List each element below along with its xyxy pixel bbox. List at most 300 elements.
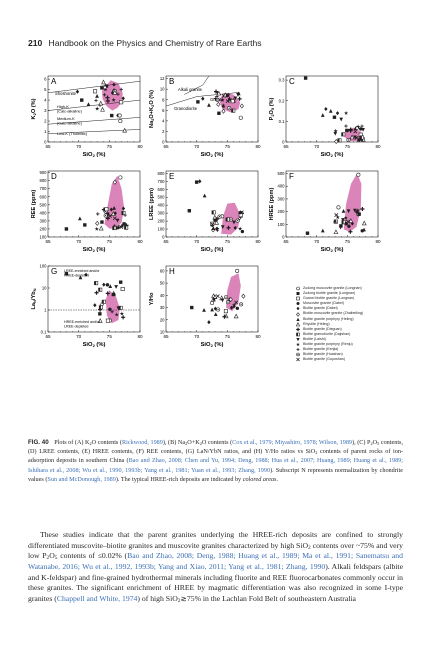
y-tick-label: 2 bbox=[44, 118, 47, 124]
data-point bbox=[362, 221, 366, 225]
y-tick-label: 30 bbox=[159, 305, 165, 311]
text-run: contents, (D) LREE contents, (E) HREE contents, (F) REE contents, (G) LaN/YbN ratios, and (H) Y/Ho ratios vs SiO bbox=[28, 439, 403, 456]
panel-g bbox=[30, 260, 160, 350]
panel-a bbox=[30, 70, 160, 160]
data-point bbox=[221, 299, 225, 303]
x-tick-label: 70 bbox=[194, 334, 200, 339]
x-tick-label: 65 bbox=[163, 334, 169, 339]
data-point bbox=[207, 103, 211, 107]
y-tick-label: 700 bbox=[157, 178, 165, 184]
legend-label: Guanxi biotite granite (Longnan) bbox=[303, 296, 355, 301]
data-point bbox=[195, 180, 198, 183]
plot-annotation: Alkali granite bbox=[178, 87, 202, 92]
x-tick-label: 70 bbox=[194, 144, 200, 149]
text-run: 2 bbox=[315, 450, 318, 456]
legend-label: Biotite granite (Huashan) bbox=[303, 352, 343, 357]
citation[interactable]: Rickwood, 1989 bbox=[121, 439, 163, 446]
y-tick-label: 100 bbox=[277, 221, 285, 227]
data-point bbox=[236, 307, 239, 310]
plot-annotation: LREE-depleted bbox=[64, 324, 89, 329]
data-point bbox=[122, 222, 125, 225]
y-tick-label: 100 bbox=[39, 263, 47, 269]
plot-frame bbox=[286, 76, 378, 142]
y-tick-label: 200 bbox=[39, 226, 47, 232]
y-tick-label: 300 bbox=[277, 196, 285, 202]
y-axis-label: $La_N/Yb_N$ bbox=[31, 288, 38, 310]
plot-annotation: (Calc-alkaline) bbox=[57, 120, 82, 126]
data-point bbox=[304, 76, 307, 79]
x-tick-label: 75 bbox=[224, 239, 230, 244]
text-run: 2 bbox=[199, 441, 202, 446]
plot-annotation: Medium-K bbox=[57, 116, 75, 121]
data-point bbox=[202, 308, 206, 312]
data-point bbox=[110, 114, 113, 117]
data-point bbox=[235, 269, 238, 272]
data-point bbox=[360, 136, 363, 139]
legend-label: Muscovite granite (Dabei) bbox=[303, 301, 344, 306]
x-tick-label: 70 bbox=[76, 334, 82, 339]
data-point bbox=[239, 116, 242, 119]
data-point bbox=[94, 281, 97, 284]
y-tick-label: 500 bbox=[39, 202, 47, 208]
y-tick-label: 5 bbox=[44, 87, 47, 93]
data-point bbox=[83, 223, 86, 226]
panel-letter: H bbox=[169, 267, 175, 276]
data-point bbox=[113, 226, 116, 229]
data-point bbox=[342, 209, 346, 213]
text-run: . bbox=[276, 475, 278, 483]
panel-d bbox=[30, 165, 160, 255]
data-point bbox=[207, 320, 210, 324]
text-run: ) of high SiO bbox=[137, 593, 178, 603]
data-point bbox=[227, 106, 230, 109]
panel-letter: C bbox=[289, 77, 295, 86]
plot-annotation: Shoshonite bbox=[55, 91, 76, 96]
legend-label: Biotite granite porphyry (Heling) bbox=[303, 316, 354, 321]
y-tick-label: 0.1 bbox=[40, 329, 47, 335]
x-tick-label: 70 bbox=[314, 239, 320, 244]
data-point bbox=[334, 230, 338, 234]
y-tick-label: 60 bbox=[159, 268, 165, 274]
legend-label: Zudong biotite granite (Longnan) bbox=[303, 291, 356, 296]
text-run: 5 bbox=[54, 555, 58, 562]
data-point bbox=[224, 309, 227, 312]
y-tick-label: 400 bbox=[277, 183, 285, 189]
data-point bbox=[102, 80, 106, 84]
y-tick-label: 12 bbox=[159, 76, 165, 82]
y-tick-label: 200 bbox=[157, 218, 165, 224]
x-tick-label: 70 bbox=[76, 144, 82, 149]
data-point bbox=[357, 173, 360, 176]
data-point bbox=[242, 294, 245, 298]
panel-letter: B bbox=[169, 77, 175, 86]
data-point bbox=[210, 301, 213, 304]
running-title: Handbook on the Physics and Chemistry of Rare Earths bbox=[48, 38, 262, 48]
text-run: 2 bbox=[89, 441, 92, 446]
y-tick-label: 0 bbox=[44, 139, 47, 145]
y-tick-label: 600 bbox=[157, 186, 165, 192]
text-run: O bbox=[49, 551, 55, 561]
data-point bbox=[222, 109, 225, 113]
data-point bbox=[360, 207, 364, 211]
data-point bbox=[203, 194, 207, 198]
y-axis-label: HREE (ppm) bbox=[269, 187, 275, 221]
data-point bbox=[95, 94, 99, 98]
data-point bbox=[213, 218, 216, 221]
data-point bbox=[201, 97, 204, 101]
y-tick-label: 0.2 bbox=[278, 98, 285, 104]
data-point bbox=[122, 211, 125, 214]
data-point bbox=[101, 108, 105, 112]
data-point bbox=[106, 283, 109, 286]
data-point bbox=[342, 133, 345, 136]
text-run: O bbox=[372, 439, 378, 446]
text-run: ). Alkali feldspars (albite and K-feldspar) and fine-grained hydrothermal minerals including fluorite and REE fluorocarbonates commonly occur in these granites. The significant enrichment of HREE by magmatic differentiation was also recognized in some I-type granites ( bbox=[28, 561, 403, 603]
panel-letter: E bbox=[169, 172, 175, 181]
x-axis-label: SiO$_2$ (%) bbox=[82, 342, 106, 349]
plot-annotation: HREE-enriched and/or bbox=[64, 320, 101, 324]
x-axis-label: SiO$_2$ (%) bbox=[200, 152, 224, 159]
x-tick-label: 70 bbox=[314, 144, 320, 149]
data-point bbox=[339, 226, 343, 230]
x-tick-label: 75 bbox=[106, 239, 112, 244]
y-tick-label: 2 bbox=[162, 128, 165, 134]
data-point bbox=[112, 293, 115, 296]
y-tick-label: 100 bbox=[157, 226, 165, 232]
data-point bbox=[121, 287, 124, 290]
data-point bbox=[93, 90, 96, 93]
legend-label: Rhyolite (Heling) bbox=[303, 321, 330, 326]
data-point bbox=[95, 107, 99, 111]
data-point bbox=[98, 312, 101, 315]
data-point bbox=[344, 124, 347, 127]
text-run: Plots of (A) K bbox=[54, 439, 90, 446]
page-header bbox=[28, 38, 262, 48]
y-tick-label: 1 bbox=[44, 129, 47, 135]
text-run: ), (C) P bbox=[352, 439, 371, 446]
x-tick-label: 75 bbox=[224, 334, 230, 339]
text-run: ). The typical HREE-rich deposits are indicated by bbox=[115, 475, 243, 483]
figure-label: FIG. 40 bbox=[28, 439, 49, 446]
legend-label: Biotite granite porphyry (Renju) bbox=[303, 342, 353, 347]
data-point bbox=[118, 114, 121, 117]
y-tick-label: 10 bbox=[41, 285, 47, 291]
data-point bbox=[93, 303, 96, 307]
legend-label: Biotite (Laishi) bbox=[303, 336, 326, 341]
y-tick-label: 0.1 bbox=[278, 118, 285, 124]
data-point bbox=[96, 212, 99, 215]
legend-label: Biotite granite (Dabei) bbox=[303, 306, 338, 311]
data-point bbox=[214, 312, 218, 316]
text-run: 2 bbox=[46, 555, 50, 562]
data-point bbox=[106, 319, 109, 322]
data-point bbox=[99, 226, 103, 230]
text-run: 2 bbox=[177, 597, 181, 604]
legend-entry bbox=[294, 357, 422, 362]
data-point bbox=[357, 212, 360, 215]
x-tick-label: 80 bbox=[137, 144, 143, 149]
text-run: 2 bbox=[185, 441, 188, 446]
data-point bbox=[96, 221, 99, 225]
text-run: ≳75% in the Lachlan Fold Belt of southeastern Australia bbox=[180, 593, 356, 603]
text-run: These studies indicate that the parent granites underlying the HREE-rich deposits are confined to strongly differentiated muscovite–biotite granites and muscovite granites characterized by high SiO bbox=[28, 530, 403, 550]
panel-b bbox=[148, 70, 278, 160]
data-point bbox=[236, 219, 239, 222]
data-point bbox=[232, 109, 235, 112]
x-tick-label: 65 bbox=[45, 144, 51, 149]
data-point bbox=[114, 285, 118, 289]
panel-h bbox=[148, 260, 278, 350]
data-point bbox=[335, 139, 338, 143]
x-tick-label: 80 bbox=[375, 144, 381, 149]
x-tick-label: 80 bbox=[375, 239, 381, 244]
data-point bbox=[210, 308, 214, 312]
citation[interactable]: Chappell and White, 1974 bbox=[56, 593, 138, 603]
data-point bbox=[124, 226, 127, 229]
data-point bbox=[337, 206, 340, 209]
x-tick-label: 75 bbox=[106, 334, 112, 339]
text-run: ), (B) Na bbox=[162, 439, 186, 446]
data-point bbox=[188, 209, 191, 212]
y-tick-label: 100 bbox=[39, 234, 47, 240]
x-axis-label: SiO$_2$ (%) bbox=[200, 342, 224, 349]
y-tick-label: 900 bbox=[39, 170, 47, 176]
figure-caption bbox=[28, 438, 403, 484]
y-tick-label: 0 bbox=[282, 139, 285, 145]
y-axis-label: LREE (ppm) bbox=[149, 187, 155, 221]
data-point bbox=[345, 129, 348, 132]
data-point bbox=[238, 211, 241, 214]
y-tick-label: 50 bbox=[159, 280, 165, 286]
data-point bbox=[336, 215, 340, 219]
citation[interactable]: Bao and Zhao, 2008; Chen and Yu, 1994; Deng, 1988; Hua et al., 2007; Huang, 1989; Huang et al., 1989; Ishihara et al., 2008; Wu et al., 1990, 1993b; Yang et al., 1981; Yuan et al., 1993; Zhang, 1990 bbox=[28, 457, 403, 474]
text-run: ). Subscript N represents normalization by chondrite values ( bbox=[28, 466, 403, 483]
y-tick-label: 10 bbox=[159, 86, 165, 92]
data-point bbox=[238, 227, 242, 231]
y-axis-label: $P_2O_5$ (%) bbox=[269, 97, 276, 121]
x-axis-label: SiO$_2$ (%) bbox=[82, 247, 106, 254]
x-tick-label: 75 bbox=[224, 144, 230, 149]
y-tick-label: 700 bbox=[39, 186, 47, 192]
y-tick-label: 0 bbox=[282, 234, 285, 240]
data-point bbox=[224, 295, 227, 298]
x-axis-label: SiO$_2$ (%) bbox=[320, 152, 344, 159]
data-point bbox=[361, 229, 364, 232]
data-point bbox=[321, 113, 325, 117]
figure-legend bbox=[294, 286, 422, 362]
plot-annotation: High-K bbox=[57, 104, 69, 109]
y-tick-label: 6 bbox=[162, 107, 165, 113]
data-point bbox=[336, 111, 339, 115]
x-tick-label: 80 bbox=[137, 334, 143, 339]
plot-annotation: Low-K (Tholeiitic) bbox=[57, 131, 88, 136]
data-point bbox=[99, 288, 102, 291]
text-run: contents of parent rocks of ion-adsorption deposits in southern China ( bbox=[28, 448, 404, 465]
y-tick-label: 600 bbox=[39, 194, 47, 200]
data-point bbox=[87, 102, 91, 106]
panel-c bbox=[268, 70, 398, 160]
y-tick-label: 500 bbox=[277, 171, 285, 177]
y-tick-label: 4 bbox=[44, 97, 47, 103]
data-point bbox=[121, 315, 125, 319]
data-point bbox=[217, 102, 220, 106]
plot-annotation: Granodiorite bbox=[174, 106, 198, 111]
text-run: colored areas bbox=[242, 475, 277, 483]
data-point bbox=[95, 291, 99, 295]
panel-letter: A bbox=[51, 77, 57, 86]
y-tick-label: 6 bbox=[44, 76, 47, 82]
data-point bbox=[99, 101, 103, 105]
plot-annotation: HREE-depleted bbox=[64, 273, 89, 278]
text-run: O+K bbox=[187, 439, 200, 446]
text-run: O contents ( bbox=[91, 439, 122, 446]
legend-label: Biotite granite (Kenjia) bbox=[303, 347, 339, 352]
x-tick-label: 65 bbox=[45, 334, 51, 339]
panel-letter: F bbox=[289, 172, 294, 181]
data-point bbox=[226, 94, 229, 97]
data-point bbox=[321, 229, 325, 233]
data-point bbox=[104, 214, 107, 217]
y-tick-label: 0.3 bbox=[278, 77, 285, 83]
y-tick-label: 0 bbox=[162, 139, 165, 145]
legend-label: Biotite granodiorite (Dajishan) bbox=[303, 331, 351, 336]
y-axis-label: REE (ppm) bbox=[31, 189, 37, 219]
data-point bbox=[234, 314, 238, 318]
panel-f bbox=[268, 165, 398, 255]
data-point bbox=[324, 107, 327, 111]
x-axis-label: SiO$_2$ (%) bbox=[82, 152, 106, 159]
plot-annotation: LREE-enriched and/or bbox=[64, 269, 100, 273]
text-run: 2 bbox=[370, 441, 373, 446]
y-tick-label: 200 bbox=[277, 209, 285, 215]
x-tick-label: 80 bbox=[255, 334, 261, 339]
y-axis-label: $K_2O$ (%) bbox=[31, 98, 38, 120]
legend-label: Biotite granite (Guposhan) bbox=[303, 357, 345, 362]
data-point bbox=[102, 283, 105, 287]
data-point bbox=[347, 225, 350, 228]
data-point bbox=[105, 207, 108, 210]
x-tick-label: 75 bbox=[344, 144, 350, 149]
data-point bbox=[102, 300, 105, 303]
text-run: O contents ( bbox=[201, 439, 233, 446]
y-axis-label: $Na_2O+K_2O$ (%) bbox=[149, 90, 156, 128]
text-run: 2 bbox=[308, 544, 311, 551]
data-point bbox=[306, 231, 309, 234]
data-point bbox=[239, 303, 242, 306]
x-tick-label: 75 bbox=[106, 144, 112, 149]
x-tick-label: 80 bbox=[137, 239, 143, 244]
y-tick-label: 800 bbox=[39, 178, 47, 184]
data-point bbox=[329, 109, 333, 113]
data-point bbox=[95, 227, 99, 231]
data-point bbox=[333, 132, 337, 136]
y-tick-label: 3 bbox=[44, 108, 47, 114]
data-point bbox=[218, 215, 221, 218]
text-run: 5 bbox=[377, 441, 380, 446]
data-point bbox=[198, 179, 201, 183]
data-point bbox=[240, 104, 243, 108]
citation[interactable]: Sun and McDonough, 1989 bbox=[47, 475, 116, 483]
y-tick-label: 4 bbox=[162, 118, 165, 124]
x-tick-label: 70 bbox=[76, 239, 82, 244]
data-point bbox=[190, 306, 193, 309]
citation[interactable]: Bao and Zhao, 2008; Deng, 1988; Huang et al., 1989; Ma et al., 1991; Sanematsu and Watanabe, 2016; Wu et al., 1992, 1993b; Yang and Xiao, 2011; Yang et al., 1981; Zhang, 1990 bbox=[28, 551, 403, 571]
data-point bbox=[212, 211, 215, 214]
legend-label: Biotite granite (Dieguan) bbox=[303, 326, 342, 331]
y-tick-label: 0 bbox=[162, 234, 165, 240]
x-axis-label: SiO$_2$ (%) bbox=[200, 247, 224, 254]
panel-letter: G bbox=[51, 267, 58, 276]
data-point bbox=[108, 308, 111, 311]
text-run: contents over ~75% and very low P bbox=[28, 540, 403, 561]
text-run: contents of ≤0.02% ( bbox=[57, 551, 128, 561]
y-tick-label: 40 bbox=[159, 292, 165, 298]
y-tick-label: 500 bbox=[157, 194, 165, 200]
y-tick-label: 300 bbox=[39, 218, 47, 224]
x-tick-label: 75 bbox=[344, 239, 350, 244]
body-paragraph bbox=[28, 530, 403, 604]
data-point bbox=[226, 218, 229, 221]
y-tick-label: 10 bbox=[159, 329, 165, 335]
data-point bbox=[65, 227, 68, 230]
data-point bbox=[119, 176, 122, 179]
data-point bbox=[226, 300, 229, 303]
y-tick-label: 20 bbox=[159, 317, 165, 323]
data-point bbox=[333, 116, 336, 119]
plot-annotation: (Calc-alkaline) bbox=[57, 108, 82, 114]
page-number: 210 bbox=[28, 38, 43, 48]
data-point bbox=[78, 216, 82, 220]
data-point bbox=[99, 306, 102, 309]
panel-letter: D bbox=[51, 172, 57, 181]
data-point bbox=[119, 280, 122, 283]
x-tick-label: 65 bbox=[163, 144, 169, 149]
x-tick-label: 80 bbox=[255, 144, 261, 149]
citation[interactable]: Cox et al., 1979; Miyashiro, 1978; Wilson, 1989 bbox=[232, 439, 353, 446]
data-point bbox=[216, 308, 219, 311]
x-tick-label: 65 bbox=[283, 144, 289, 149]
data-point bbox=[119, 101, 122, 104]
plot-frame bbox=[286, 171, 378, 237]
data-point bbox=[100, 220, 103, 223]
x-tick-label: 65 bbox=[45, 239, 51, 244]
data-point bbox=[217, 112, 220, 115]
legend-label: Biotite-muscovite granite (Zhaibeiling) bbox=[303, 311, 364, 316]
data-point bbox=[344, 111, 348, 115]
plot-annotation: Granite bbox=[210, 97, 224, 102]
y-tick-label: 1 bbox=[44, 307, 47, 313]
data-point bbox=[347, 138, 350, 141]
data-point bbox=[76, 90, 79, 94]
x-axis-label: SiO$_2$ (%) bbox=[320, 247, 344, 254]
legend-label: Zudong muscovite granite (Longnan) bbox=[303, 286, 362, 290]
x-tick-label: 70 bbox=[194, 239, 200, 244]
data-point bbox=[196, 100, 199, 103]
data-point bbox=[94, 99, 97, 102]
data-point bbox=[119, 119, 122, 122]
panel-e bbox=[148, 165, 278, 255]
x-tick-label: 65 bbox=[163, 239, 169, 244]
y-tick-label: 800 bbox=[157, 170, 165, 176]
y-tick-label: 8 bbox=[162, 97, 165, 103]
data-point bbox=[80, 98, 83, 101]
plot-frame bbox=[166, 266, 258, 332]
data-point bbox=[339, 118, 343, 122]
y-tick-label: 300 bbox=[157, 210, 165, 216]
data-point bbox=[120, 311, 124, 315]
x-tick-label: 80 bbox=[255, 239, 261, 244]
y-tick-label: 400 bbox=[157, 202, 165, 208]
